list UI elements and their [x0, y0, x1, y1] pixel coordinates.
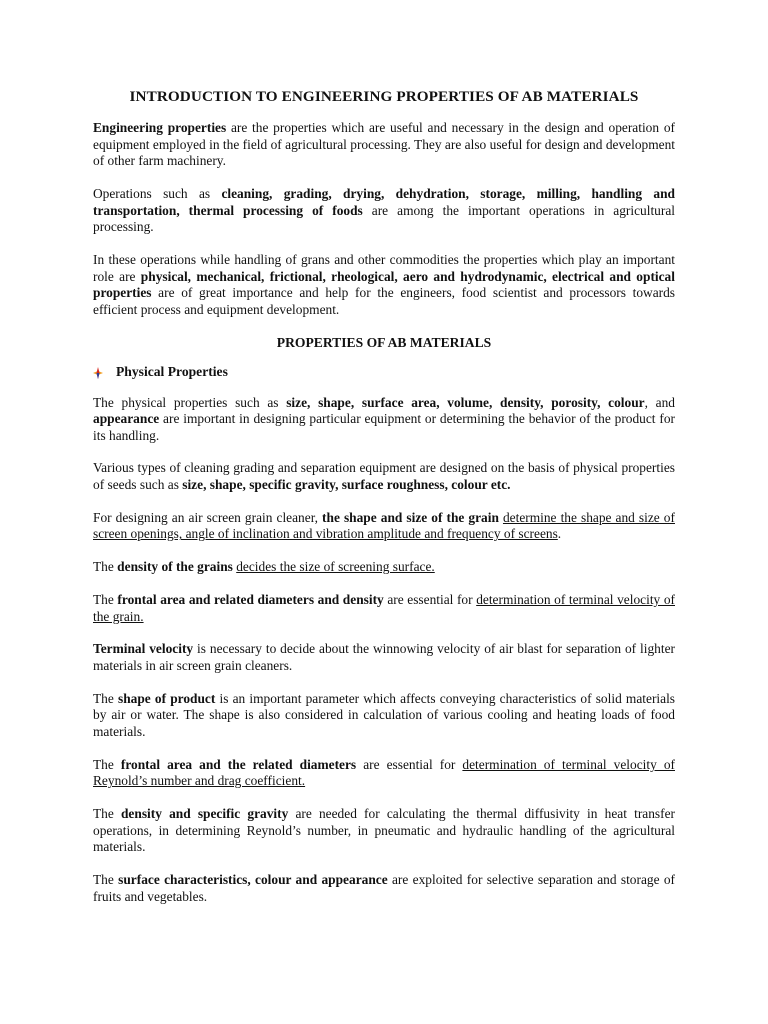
paragraph-related-diameters — [93, 757, 675, 790]
text-span: are essential for — [356, 756, 463, 772]
document-page — [93, 88, 675, 921]
text-span: is an important parameter which affects conveying characteristics of solid materials by air or water. The shape is also considered in calculation of various cooling and heating loads of food materials. — [93, 690, 675, 739]
bold-text: surface characteristics, colour and appearance — [118, 872, 388, 888]
bold-text: the shape and size of the grain — [322, 509, 499, 525]
text-span: are important in designing particular equipment or determining the behavior of the product for its handling. — [93, 411, 675, 443]
bold-text: density and specific gravity — [120, 806, 289, 822]
text-span: are exploited for selective separation and storage of fruits and vegetables. — [93, 872, 675, 904]
bullet-physical-properties — [93, 364, 675, 380]
text-span: The physical properties such as — [93, 394, 287, 410]
paragraph-grain-density — [93, 559, 675, 576]
text-span: are the properties which are useful and necessary in the design and operation of equipment employed in the field of agricultural processing. They are also useful for design and development of other farm machinery. — [93, 120, 675, 169]
text-span: are needed for calculating the thermal diffusivity in heat transfer operations, in determining Reynold’s number, in pneumatic and hydraulic handling of the agricultural materials. — [93, 806, 675, 855]
underlined-text: determine the shape and size of screen openings, angle of inclination and vibration amplitude and frequency of screens — [93, 509, 675, 542]
bold-text: size, shape, specific gravity, surface roughness, colour etc. — [182, 477, 511, 493]
section-title: PROPERTIES OF AB MATERIALS — [276, 334, 492, 350]
text-span: are essential for — [383, 592, 477, 607]
paragraph-surface-characteristics — [93, 872, 675, 905]
bold-text: appearance — [93, 411, 160, 427]
paragraph-terminal-velocity — [93, 641, 675, 674]
paragraph-shape-of-product — [93, 691, 675, 741]
bold-text: Terminal velocity — [93, 641, 194, 657]
bullet-label: Physical Properties — [116, 363, 228, 379]
paragraph-frontal-area — [93, 592, 675, 625]
paragraph-cleaning-equipment — [93, 460, 675, 493]
text-span: Operations such as — [93, 185, 222, 201]
bold-text: frontal area and the related diameters — [120, 756, 357, 772]
bold-text: density of the grains — [117, 559, 233, 575]
paragraph-operations — [93, 186, 675, 236]
text-span: In these operations while handling of grans and other commodities the properties which play an important role are — [93, 251, 675, 284]
bold-text: shape of product — [117, 690, 216, 706]
paragraph-specific-gravity — [93, 806, 675, 856]
arrow-bullet-icon — [93, 367, 103, 379]
paragraph-engineering-properties — [93, 120, 675, 170]
paragraph-handling-properties — [93, 252, 675, 318]
text-span: The — [93, 559, 118, 575]
text-span: The — [93, 690, 118, 706]
text-span: The — [93, 592, 118, 607]
text-span: The — [93, 806, 121, 822]
text-span: , and — [644, 394, 675, 410]
bold-text: size, shape, surface area, volume, density, porosity, colour — [286, 394, 645, 410]
document-title: INTRODUCTION TO ENGINEERING PROPERTIES OF AB MATERIALS — [129, 88, 639, 105]
text-span: Various types of cleaning grading and separation equipment are designed on the basis of physical properties of seeds such as — [93, 460, 675, 493]
bold-text: physical, mechanical, frictional, rheological, aero and hydrodynamic, electrical and optical properties — [93, 268, 675, 301]
paragraph-physical-properties — [93, 395, 675, 445]
underlined-text: determination of terminal velocity of the grain. — [93, 592, 675, 624]
text-span: are of great importance and help for the engineers, food scientist and processors towards efficient process and equipment development. — [93, 285, 675, 317]
bold-text: frontal area and related diameters and density — [117, 592, 384, 607]
text-span: are among the important operations in agricultural processing. — [93, 202, 675, 235]
bold-text: Engineering properties — [93, 120, 227, 135]
text-span: The — [93, 872, 119, 888]
paragraph-air-screen-cleaner — [93, 510, 675, 543]
underlined-text: decides the size of screening surface. — [236, 559, 435, 575]
underlined-text: determination of terminal velocity of Reynold’s number and drag coefficient. — [93, 756, 675, 789]
text-span: For designing an air screen grain cleaner, — [93, 509, 323, 525]
text-span: . — [557, 526, 562, 542]
bold-text: cleaning, grading, drying, dehydration, storage, milling, handling and transportation, thermal processing of foods — [93, 185, 675, 218]
text-span: is necessary to decide about the winnowing velocity of air blast for separation of lighter materials in air screen grain cleaners. — [93, 641, 676, 673]
text-span: The — [93, 756, 121, 772]
